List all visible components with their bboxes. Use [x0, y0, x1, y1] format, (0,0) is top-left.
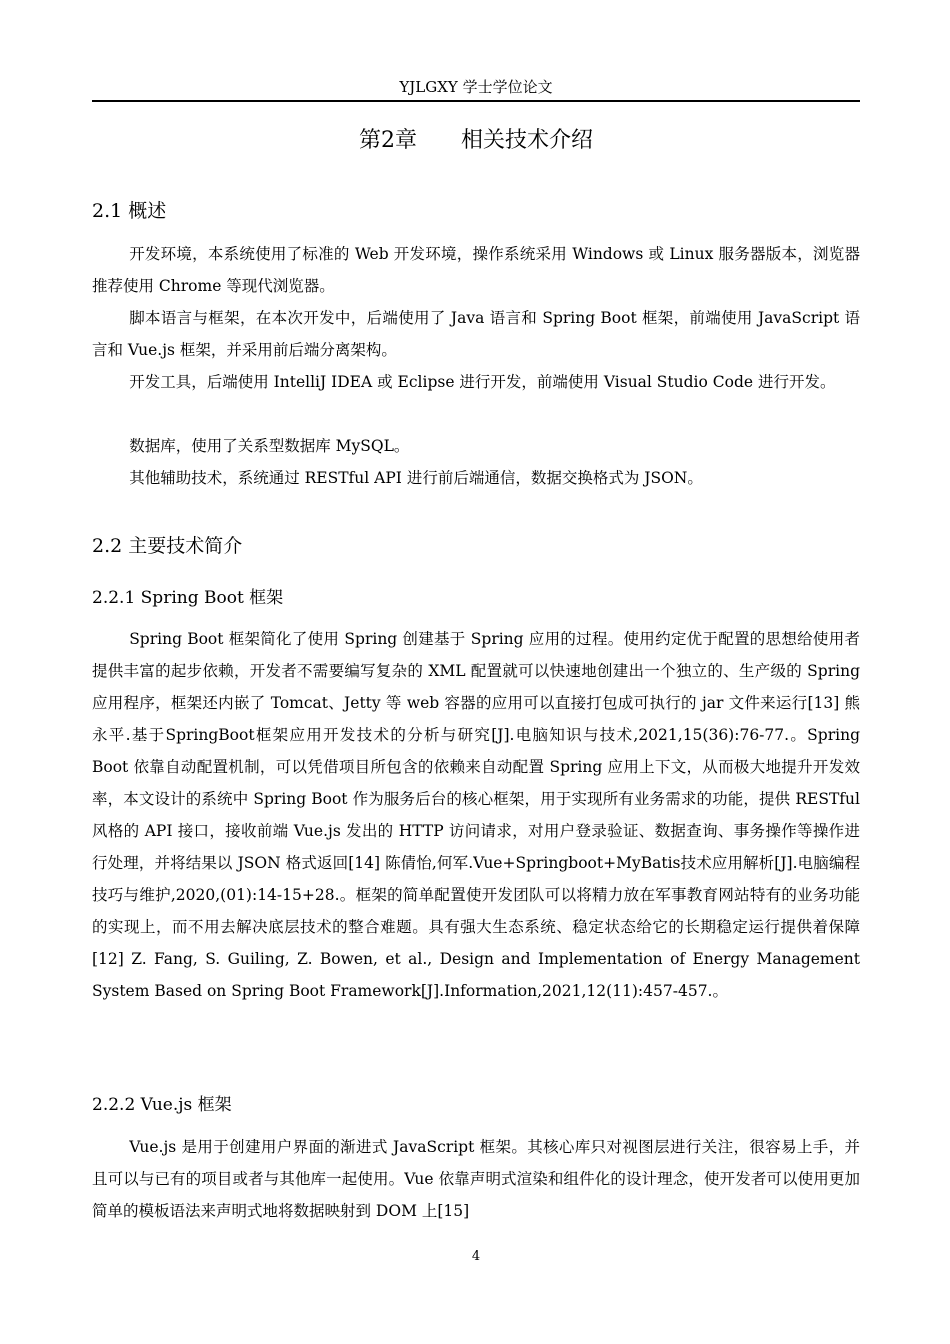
running-header: YJLGXY 学士学位论文 — [399, 78, 553, 96]
page-number: 4 — [471, 1249, 481, 1264]
paragraph-languages-frameworks: 脚本语言与框架，在本次开发中，后端使用了 Java 语言和 Spring Boot 框架，前端使用 JavaScript 语言和 Vue.js 框架，并采用前后端分离架构。 — [92, 309, 860, 359]
paragraph-spring-boot: Spring Boot 框架简化了使用 Spring 创建基于 Spring 应用的过程。使用约定优于配置的思想给使用者提供丰富的起步依赖，开发者不需要编写复杂的 XML 配置就可以快速地创建出一个独立的、生产级的 Spring 应用程序，框架还内嵌了 Tomcat、Jetty 等 web 容器的应用可以直接打包成可执行的 jar 文件来运行[13] 熊永平.基于SpringBoot框架应用开发技术的分析与研究[J].电脑知识与技术,2021,15(36):76-77.。Spring Boot 依靠自动配置机制，可以凭借项目所包含的依赖来自动配置 Spring 应用上下文，从而极大地提升开发效率，本文设计的系统中 Spring Boot 作为服务后台的核心框架，用于实现所有业务需求的功能，提供 RESTful 风格的 API 接口，接收前端 Vue.js 发出的 HTTP 访问请求，对用户登录验证、数据查询、事务操作等操作进行处理，并将结果以 JSON 格式返回[14] 陈倩怡,何军.Vue+Springboot+MyBatis技术应用解析[J].电脑编程技巧与维护,2020,(01):14-15+28.。框架的简单配置使开发团队可以将精力放在军事教育网站特有的业务功能的实现上，而不用去解决底层技术的整合难题。具有强大生态系统、稳定状态给它的长期稳定运行提供着保障[12] Z. Fang, S. Guiling, Z. Bowen, et al., Design and Implementation of Energy Management System Based on Spring Boot Framework[J].Information,2021,12(11):457-457.。 — [92, 630, 860, 1000]
section-heading-2-2: 2.2 主要技术简介 — [92, 535, 243, 557]
paragraph-vuejs: Vue.js 是用于创建用户界面的渐进式 JavaScript 框架。其核心库只对视图层进行关注，很容易上手，并且可以与已有的项目或者与其他库一起使用。Vue 依靠声明式渲染和组件化的设计理念，使开发者可以使用更加简单的模板语法来声明式地将数据映射到 DOM 上[15] — [92, 1138, 860, 1220]
paragraph-dev-tools: 开发工具，后端使用 IntelliJ IDEA 或 Eclipse 进行开发，前端使用 Visual Studio Code 进行开发。 — [129, 373, 836, 391]
paragraph-dev-environment: 开发环境，本系统使用了标准的 Web 开发环境，操作系统采用 Windows 或 Linux 服务器版本，浏览器推荐使用 Chrome 等现代浏览器。 — [92, 245, 860, 295]
thesis-page — [92, 0, 860, 1344]
subsection-heading-2-2-1: 2.2.1 Spring Boot 框架 — [92, 588, 284, 608]
header-rule — [92, 100, 860, 102]
paragraph-database: 数据库，使用了关系型数据库 MySQL。 — [129, 437, 410, 455]
chapter-title: 第2章 相关技术介绍 — [359, 128, 593, 153]
paragraph-other-tech: 其他辅助技术，系统通过 RESTful API 进行前后端通信，数据交换格式为 JSON。 — [129, 469, 703, 487]
section-heading-2-1: 2.1 概述 — [92, 200, 167, 222]
subsection-heading-2-2-2: 2.2.2 Vue.js 框架 — [92, 1095, 232, 1115]
